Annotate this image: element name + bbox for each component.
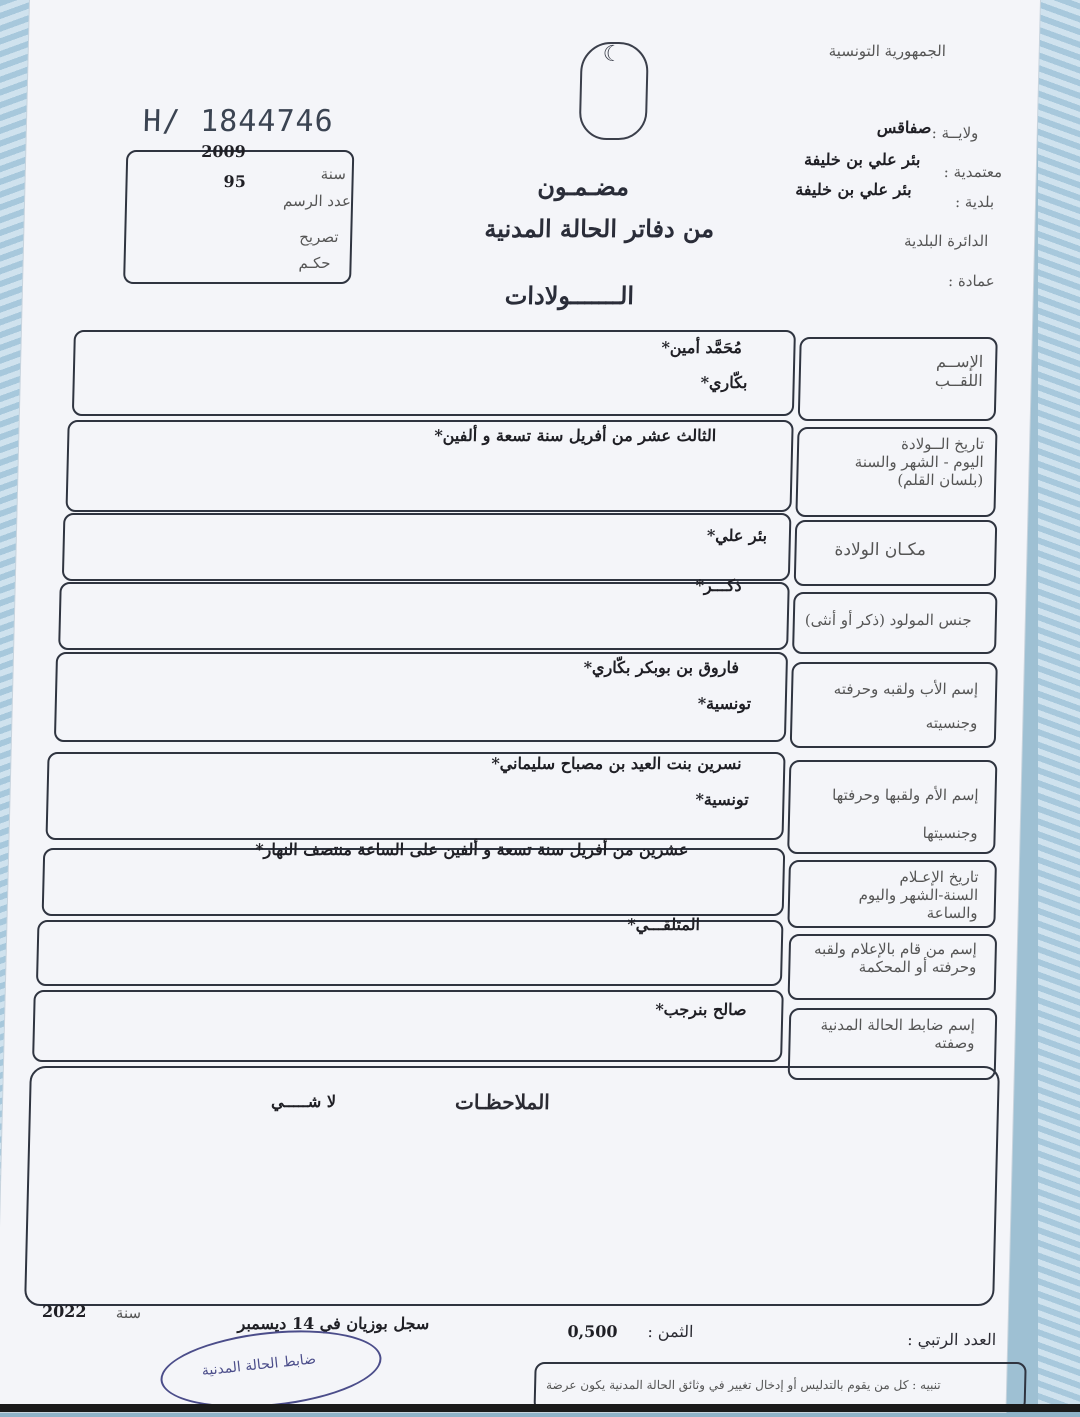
price-value: 0,500	[567, 1322, 618, 1341]
wilaya-value: صفاقس	[876, 118, 932, 137]
register-year: 2009	[201, 142, 247, 161]
register-year-label: سنة	[320, 165, 347, 183]
remarks-value: لا شـــــي	[270, 1092, 337, 1111]
delegation-label: معتمدية :	[943, 163, 1003, 181]
title-line2: من دفاتر الحالة المدنية	[484, 214, 715, 243]
label-officer: إسم ضابط الحالة المدنية وصفته	[820, 1016, 976, 1052]
declaration-label: تصريح	[298, 228, 339, 246]
value-last-name: بكّاري*	[700, 373, 748, 392]
stamp-text: ضابط الحالة المدنية	[201, 1351, 317, 1380]
judgment-label: حكـم	[298, 254, 331, 272]
label-name: الإســم اللقــب	[934, 352, 984, 390]
value-mother-nationality: تونسية*	[695, 790, 749, 809]
label-declaration-date: تاريخ الإعـلام السنة-الشهر واليوم والساعة	[858, 868, 979, 922]
remarks-label: الملاحظـات	[454, 1090, 551, 1114]
value-birth-place: بئر علي*	[706, 526, 768, 545]
value-box-sex	[58, 582, 790, 650]
label-father: إسم الأب ولقبه وحرفته وجنسيته	[833, 680, 979, 732]
footer-year: 2022	[41, 1302, 87, 1321]
label-birth-date: تاريخ الــولادة اليوم - الشهر والسنة (بلسان القلم)	[854, 435, 985, 489]
bottom-dark-edge	[0, 1404, 1080, 1412]
label-birth-place: مكـان الولادة	[834, 540, 927, 560]
wilaya-label: ولايــة :	[931, 124, 979, 142]
value-declarant: المتلقـــي*	[627, 915, 701, 934]
section-title: الـــــــولادات	[504, 281, 635, 310]
value-first-name: مُحَمَّد أمين*	[661, 338, 743, 357]
right-decorative-border	[1038, 0, 1080, 1412]
label-declarant: إسم من قام بالإعلام ولقبه وحرفته أو المحكمة	[813, 940, 978, 976]
municipal-office-label: الدائرة البلدية	[903, 232, 989, 250]
municipality-label: بلدية :	[954, 193, 995, 211]
value-mother-name: نسرين بنت العيد بن مصباح سليماني*	[491, 754, 742, 773]
label-mother: إسم الأم ولقبها وحرفتها وجنسيتها	[831, 786, 979, 842]
value-birth-date: الثالث عشر من أفريل سنة تسعة و ألفين*	[434, 426, 717, 445]
value-box-birth-place	[62, 513, 792, 581]
register-number-label: عدد الرسم	[282, 192, 352, 210]
title-line1: مضـمـون	[537, 172, 630, 201]
value-sex: ذكـــر*	[695, 576, 742, 595]
footer-year-label: سنة	[115, 1304, 142, 1322]
tunisia-emblem-icon: ☾	[579, 42, 649, 140]
value-declaration-date: عشرين من أفريل سنة تسعة و ألفين على الساعة منتصف النهار*	[255, 840, 689, 859]
republic-label: الجمهورية التونسية	[828, 42, 947, 60]
label-sex: جنس المولود (ذكر أو أنثى)	[804, 611, 972, 629]
register-number: 95	[223, 172, 247, 191]
price-label: الثمن :	[647, 1322, 694, 1341]
value-officer: صالح بنرجب*	[655, 1000, 747, 1019]
municipality-value: بئر علي بن خليفة	[795, 180, 912, 199]
issued-text: سجل بوزيان في 14 ديسمبر	[237, 1314, 430, 1333]
value-father-name: فاروق بن بوبكر بكّاري*	[583, 658, 740, 677]
value-father-nationality: تونسية*	[697, 694, 752, 713]
serial-label: العدد الرتبي :	[907, 1330, 997, 1349]
imada-label: عمادة :	[947, 272, 995, 290]
warning-text: تنبيه : كل من يقوم بالتدليس أو إدخال تغيير في وثائق الحالة المدنية يكون عرضة	[545, 1378, 941, 1392]
delegation-value: بئر علي بن خليفة	[803, 150, 921, 169]
document-number: H/ 1844746	[142, 104, 335, 139]
